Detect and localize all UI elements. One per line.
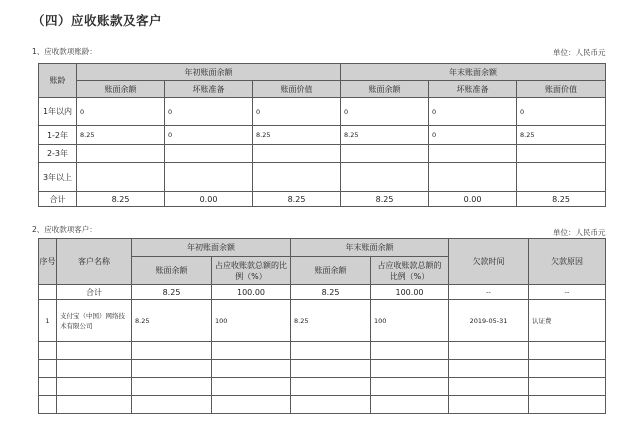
table-cell [371,396,449,414]
col-header: 账面余额 [77,81,165,98]
table-cell: 8.25 [517,126,606,145]
table-cell [132,360,212,378]
table-cell [291,396,371,414]
table-row [39,342,606,360]
table-cell: 100 [371,300,449,342]
total-cell: 8.25 [253,192,341,207]
table-cell [341,145,429,163]
total-cell: 8.25 [77,192,165,207]
table-row [39,360,606,378]
col-header: 账面余额 [291,257,371,285]
total-cell: 8.25 [341,192,429,207]
table-cell: 8.25 [291,300,371,342]
age-cell: 1-2年 [39,126,77,145]
table-cell [529,378,606,396]
group-header-end: 年末账面余额 [291,239,449,257]
col-header: 账面余额 [132,257,212,285]
total-cell: 8.25 [132,285,212,300]
table-cell: 0 [165,126,253,145]
section1-label: 1、应收款项账龄： [32,47,97,56]
table-cell [39,285,57,300]
section2-unit: 单位：人民币元 [553,228,606,237]
table-cell [291,378,371,396]
total-label: 合计 [57,285,132,300]
table-cell: 0 [165,98,253,126]
total-cell: 8.25 [517,192,606,207]
table-cell [77,163,165,192]
total-cell: 100.00 [212,285,291,300]
table-cell [57,360,132,378]
table-cell [429,145,517,163]
section2-label: 2、应收款项客户： [32,225,97,234]
age-cell: 2-3年 [39,145,77,163]
table-cell [165,163,253,192]
table-cell [132,378,212,396]
table-cell: 100 [212,300,291,342]
table-cell [57,396,132,414]
table-cell: 0 [77,98,165,126]
table-cell [529,396,606,414]
total-label: 合计 [39,192,77,207]
table-cell [371,342,449,360]
table-cell [212,396,291,414]
table-cell [212,378,291,396]
table-cell [253,163,341,192]
age-cell: 1年以内 [39,98,77,126]
customer-table [38,238,606,414]
table-cell: 8.25 [341,126,429,145]
table-cell [57,342,132,360]
table-cell [449,396,529,414]
col-header-reason: 欠款原因 [529,239,606,285]
table-cell [132,396,212,414]
table-cell [449,342,529,360]
total-cell: 0.00 [165,192,253,207]
col-header: 账面价值 [517,81,606,98]
table-cell [341,163,429,192]
col-header: 占应收账款总额的比例（%） [212,257,291,285]
total-cell: -- [529,285,606,300]
table-cell [212,360,291,378]
table-cell [212,342,291,360]
table-cell: 8.25 [132,300,212,342]
table-row [39,145,606,163]
col-header-time: 欠款时间 [449,239,529,285]
page-title: （四）应收账款及客户 [32,13,163,28]
table-cell [39,396,57,414]
table-cell [529,360,606,378]
table-cell: 2019-05-31 [449,300,529,342]
group-header-begin: 年初账面余额 [77,64,341,81]
table-row [39,396,606,414]
age-cell: 3年以上 [39,163,77,192]
table-cell [253,145,341,163]
table-cell [529,342,606,360]
table-cell [449,360,529,378]
table-cell: 8.25 [77,126,165,145]
table-cell: 认证费 [529,300,606,342]
customer-name: 支付宝（中国）网络技术有限公司 [57,300,132,342]
table-row [39,378,606,396]
group-header-end: 年末账面余额 [341,64,606,81]
table-cell [39,360,57,378]
col-header-customer: 客户名称 [57,239,132,285]
row-no: 1 [39,300,57,342]
col-header-no: 序号 [39,239,57,285]
col-header: 账面余额 [341,81,429,98]
table-cell [39,378,57,396]
table-cell [371,360,449,378]
col-header: 坏账准备 [165,81,253,98]
table-cell: 0 [253,98,341,126]
table-cell [132,342,212,360]
col-header: 账面价值 [253,81,341,98]
table-cell [291,360,371,378]
section1-unit: 单位：人民币元 [553,48,606,57]
total-cell: 8.25 [291,285,371,300]
total-cell: -- [449,285,529,300]
table-cell [371,378,449,396]
table-cell: 8.25 [253,126,341,145]
col-header: 坏账准备 [429,81,517,98]
table-cell [291,342,371,360]
table-cell: 0 [429,98,517,126]
table-cell: 0 [341,98,429,126]
col-header: 占应收账款总额的比例（%） [371,257,449,285]
group-header-begin: 年初账面余额 [132,239,291,257]
table-row [39,126,606,145]
table-cell [429,163,517,192]
aging-table [38,63,606,207]
total-cell: 0.00 [429,192,517,207]
table-cell [449,378,529,396]
table-cell [517,163,606,192]
total-row [39,192,606,207]
total-row [39,285,606,300]
table-cell [517,145,606,163]
col-header-age: 账龄 [39,64,77,98]
total-cell: 100.00 [371,285,449,300]
table-row [39,98,606,126]
table-cell [165,145,253,163]
table-cell [57,378,132,396]
table-cell [39,342,57,360]
table-cell: 0 [517,98,606,126]
table-cell: 0 [429,126,517,145]
table-row [39,163,606,192]
table-row [39,300,606,342]
table-cell [77,145,165,163]
